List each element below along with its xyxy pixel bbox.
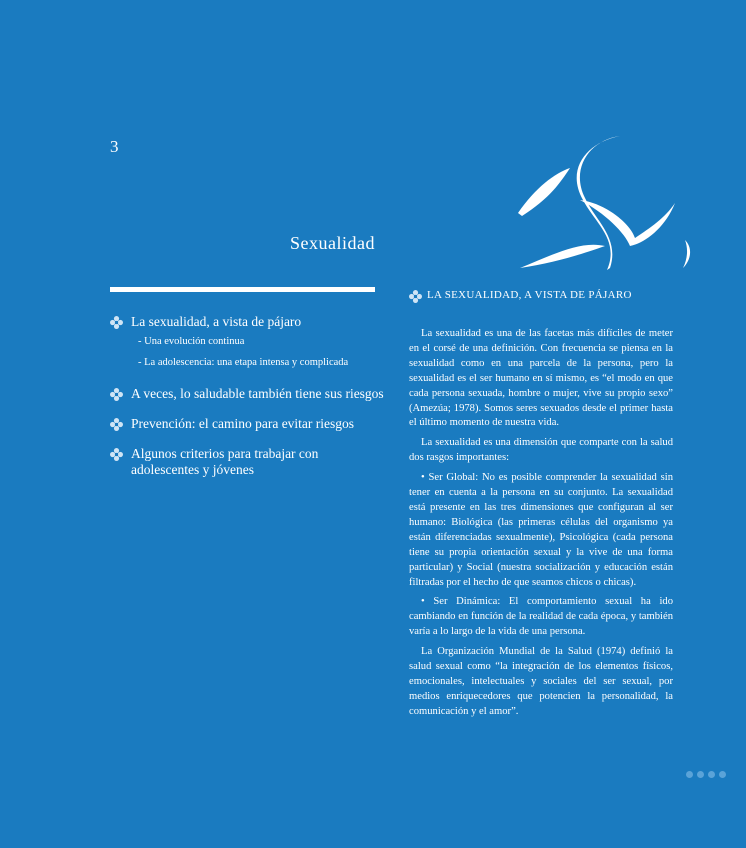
dot	[719, 771, 726, 778]
toc-item-label: Prevención: el camino para evitar riesgos	[131, 416, 355, 431]
toc-item[interactable]	[110, 446, 385, 478]
toc-item-label: A veces, lo saludable también tiene sus riesgos	[131, 386, 384, 401]
dot	[686, 771, 693, 778]
toc-group-1	[110, 314, 385, 370]
paragraph: • Ser Dinámica: El comportamiento sexual ha ido cambiando en función de la realidad de cada época, y también varía a lo largo de la vida de una persona.	[409, 596, 673, 638]
toc-item-label: Algunos criterios para trabajar con adolescentes y jóvenes	[131, 446, 319, 477]
toc-item[interactable]	[110, 386, 385, 402]
toc-item-label: La sexualidad, a vista de pájaro	[131, 314, 302, 329]
title-rule	[110, 287, 375, 292]
flower-bullet-icon	[110, 316, 123, 329]
toc-item[interactable]	[110, 314, 385, 330]
paragraph: • Ser Global: No es posible comprender la sexualidad sin tener en cuenta a la persona en su conjunto. La sexualidad está presente en las tres dimensiones que configuran al ser humano: Biológica (las primeras células del organismo ya están diferenciadas sexualmente), Psicológica (cada persona tiene su propia orientación sexual y la vive de una forma particular) y Social (nuestra socialización y educación están filtradas por el hecho de que seamos chicos o chicas).	[409, 472, 673, 588]
chapter-title: Sexualidad	[290, 233, 375, 253]
section-heading	[409, 289, 632, 301]
toc-item[interactable]	[110, 416, 385, 432]
section-heading-text: LA SEXUALIDAD, A VISTA DE PÁJARO	[427, 289, 632, 301]
body-text	[409, 327, 673, 725]
page-dots	[686, 771, 726, 778]
dot	[697, 771, 704, 778]
toc-subitem[interactable]: - Una evolución continua	[138, 336, 245, 347]
bird-swirl-icon	[510, 128, 700, 278]
flower-bullet-icon	[110, 418, 123, 431]
paragraph: La Organización Mundial de la Salud (1974) definió la salud sexual como “la integración de los elementos físicos, emocionales, intelectuales y sociales del ser sexual, por medios enriquecedores que potencien la personalidad, la comunicación y el amor”.	[409, 646, 673, 717]
flower-bullet-icon	[409, 290, 422, 303]
chapter-number: 3	[110, 137, 119, 156]
toc-subitem[interactable]: - La adolescencia: una etapa intensa y complicada	[138, 357, 349, 368]
flower-bullet-icon	[110, 448, 123, 461]
paragraph: La sexualidad es una de las facetas más difíciles de meter en el corsé de una definición. Con frecuencia se piensa en la sexualidad como en una parcela de la persona, pero la sexualidad es el ser humano en sí mismo, es “el modo en que cada persona sexuada, hombre o mujer, vive su propio sexo” (Amezúa; 1978). Somos seres sexuados desde el primer hasta el último momento de nuestra vida.	[409, 328, 673, 429]
flower-bullet-icon	[110, 388, 123, 401]
dot	[708, 771, 715, 778]
paragraph: La sexualidad es una dimensión que comparte con la salud dos rasgos importantes:	[409, 437, 673, 464]
table-of-contents	[110, 314, 385, 492]
